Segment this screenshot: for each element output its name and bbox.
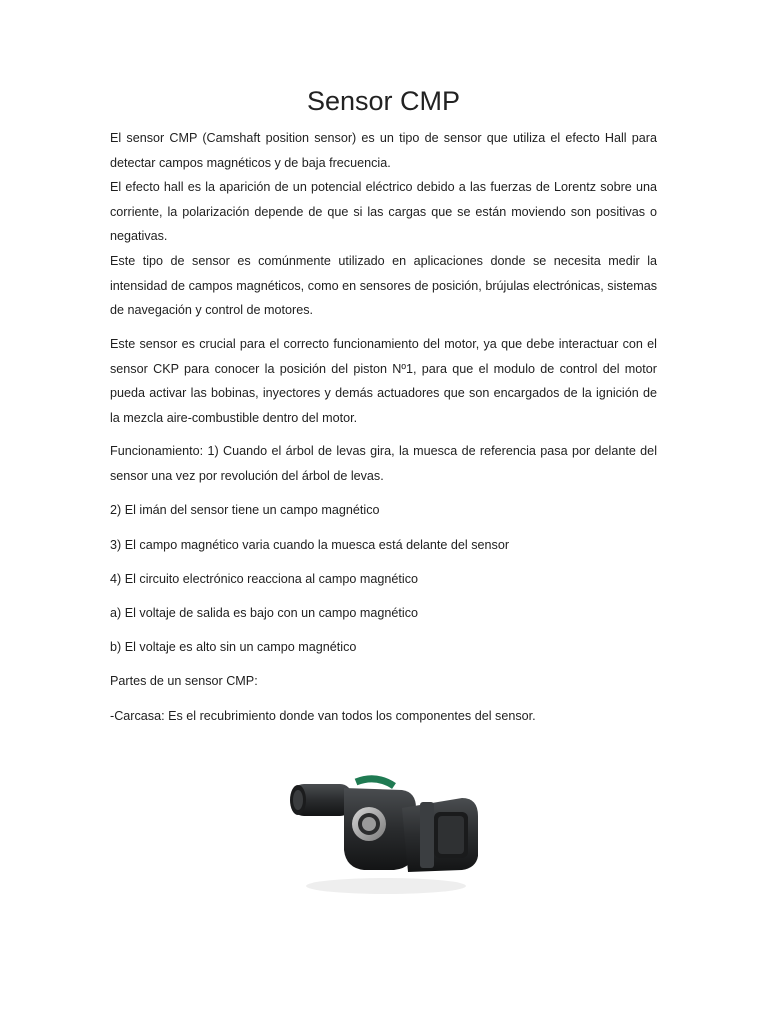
list-item: a) El voltaje de salida es bajo con un campo magnético bbox=[110, 606, 419, 620]
camshaft-sensor-photo bbox=[284, 768, 488, 904]
list-item: 2) El imán del sensor tiene un campo magnético bbox=[110, 503, 380, 517]
paragraph-housing: -Carcasa: Es el recubrimiento donde van todos los componentes del sensor. bbox=[110, 709, 536, 723]
paragraph-operation: Funcionamiento: 1) Cuando el árbol de levas gira, la muesca de referencia pasa por delante del sensor una vez por revolución del árbol de levas. bbox=[110, 444, 657, 483]
paragraph-hall-effect: El efecto hall es la aparición de un potencial eléctrico debido a las fuerzas de Lorentz sobre una corriente, la polarización depende de que si las cargas que se están moviendo son positivas o negativas. bbox=[110, 180, 657, 243]
list-item: b) El voltaje es alto sin un campo magnético bbox=[110, 640, 357, 654]
list-item: 4) El circuito electrónico reacciona al campo magnético bbox=[110, 572, 418, 586]
paragraph-applications: Este tipo de sensor es comúnmente utilizado en aplicaciones donde se necesita medir la intensidad de campos magnéticos, como en sensores de posición, brújulas electrónicas, sistemas de navegación y control de motores. bbox=[110, 254, 657, 317]
paragraph-intro: El sensor CMP (Camshaft position sensor) es un tipo de sensor que utiliza el efecto Hall para detectar campos magnéticos y de baja frecuencia. bbox=[110, 131, 657, 170]
section-heading: Partes de un sensor CMP: bbox=[110, 674, 258, 688]
page-title: Sensor CMP bbox=[306, 86, 461, 116]
list-item: 3) El campo magnético varia cuando la muesca está delante del sensor bbox=[110, 538, 510, 552]
paragraph-importance: Este sensor es crucial para el correcto funcionamiento del motor, ya que debe interactuar con el sensor CKP para conocer la posición del piston Nº1, para que el modulo de control del motor pueda activar las bobinas, inyectores y demás actuadores que son encargados de la ignición de la mezcla aire-combustible dentro del motor. bbox=[110, 337, 657, 425]
